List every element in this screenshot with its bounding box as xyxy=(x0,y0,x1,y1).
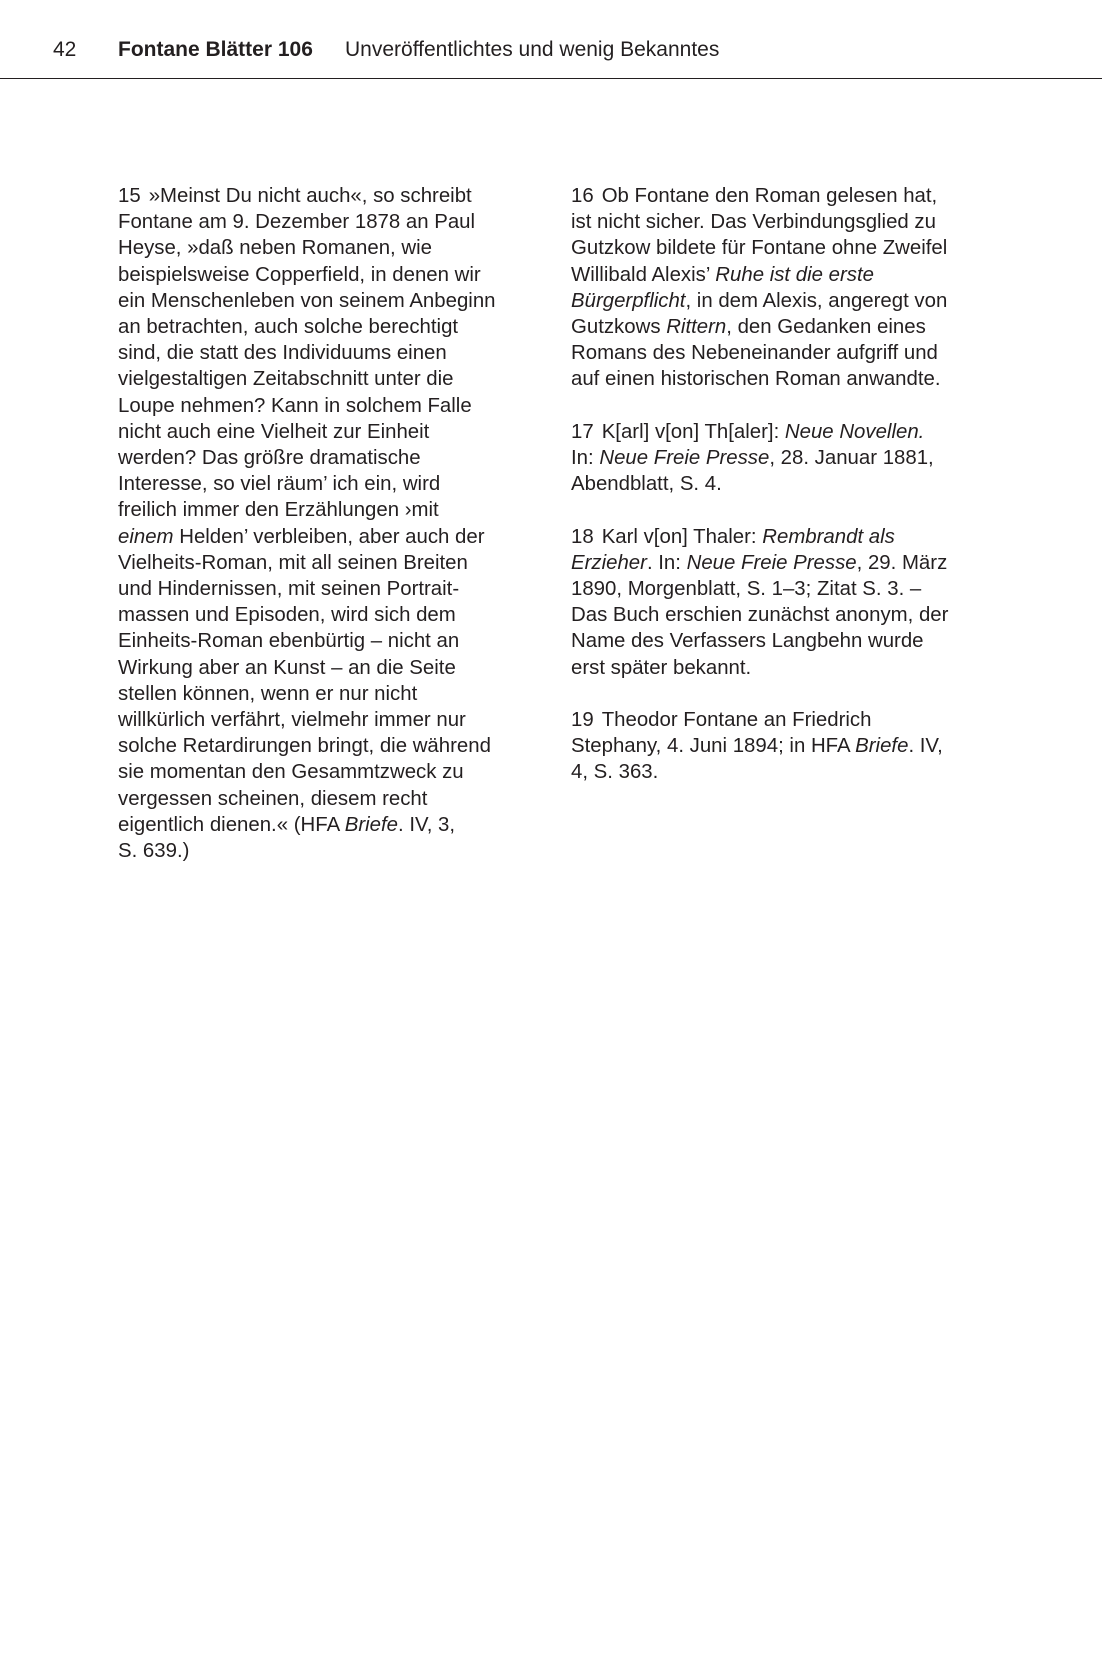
footnote-number: 19 xyxy=(571,709,594,732)
footnote-number: 17 xyxy=(571,420,594,443)
footnotes-left-column xyxy=(118,183,538,890)
footnote-17: 17 K[arl] v[on] Th[aler]: Neue Novellen. In: Neue Freie Presse, 28. Januar 1881, Abendblatt, S. 4. xyxy=(571,420,934,496)
footnote-15: 15 »Meinst Du nicht auch«, so schreibt Fontane am 9. Dezember 1878 an Paul Heyse, »daß neben Romanen, wie beispielsweise Copperfield, in denen wir ein Menschenleben von seinem Anbeginn an betrachten, auch solche berechtigt sind, die statt des Individuums einen vielgestaltigen Zeitabschnitt unter die Loupe nehmen? Kann in solchem Falle nicht auch eine Vielheit zur Einheit werden? Das größre dramatische Interesse, so viel räum’ ich ein, wird freilich immer den Erzählungen ›mit einem Helden’ verbleiben, aber auch der Vielheits-Roman, mit all seinen Breiten und Hindernissen, mit seinen Portrait- massen und Episoden, wird sich dem Einheits-Roman ebenbürtig – nicht an Wirkung aber an Kunst – an die Seite stellen können, wenn er nur nicht willkürlich verfährt, vielmehr immer nur solche Retardirungen bringt, die während sie momentan den Gesammtzweck zu vergessen scheinen, diesem recht eigentlich dienen.« (HFA Briefe. IV, 3, S. 639.) xyxy=(118,185,496,863)
section-title: Unveröffentlichtes und wenig Bekanntes xyxy=(345,38,720,61)
footnote-number: 18 xyxy=(571,525,594,548)
footnote-18: 18 Karl v[on] Thaler: Rembrandt als Erzieher. In: Neue Freie Presse, 29. März 1890, Morgenblatt, S. 1–3; Zitat S. 3. – Das Buch erschien zunächst anonym, der Name des Verfassers Langbehn wurde erst später bekannt. xyxy=(571,525,949,679)
page-number: 42 xyxy=(53,38,77,61)
journal-title: Fontane Blätter 106 xyxy=(118,38,313,61)
footnote-19: 19 Theodor Fontane an Friedrich Stephany, 4. Juni 1894; in HFA Briefe. IV, 4, S. 363. xyxy=(571,709,943,784)
footnote-16: 16 Ob Fontane den Roman gelesen hat, ist nicht sicher. Das Verbindungsglied zu Gutzkow bildete für Fontane ohne Zweifel Willibald Alexis’ Ruhe ist die erste Bürgerpflicht, in dem Alexis, angeregt von Gutzkows Rittern, den Gedanken eines Romans des Nebeneinander aufgriff und auf einen historischen Roman anwandte. xyxy=(571,185,948,391)
footnotes-right-column xyxy=(571,183,991,812)
running-header xyxy=(0,0,1102,79)
footnote-number: 15 xyxy=(118,185,141,207)
footnote-number: 16 xyxy=(571,185,594,207)
